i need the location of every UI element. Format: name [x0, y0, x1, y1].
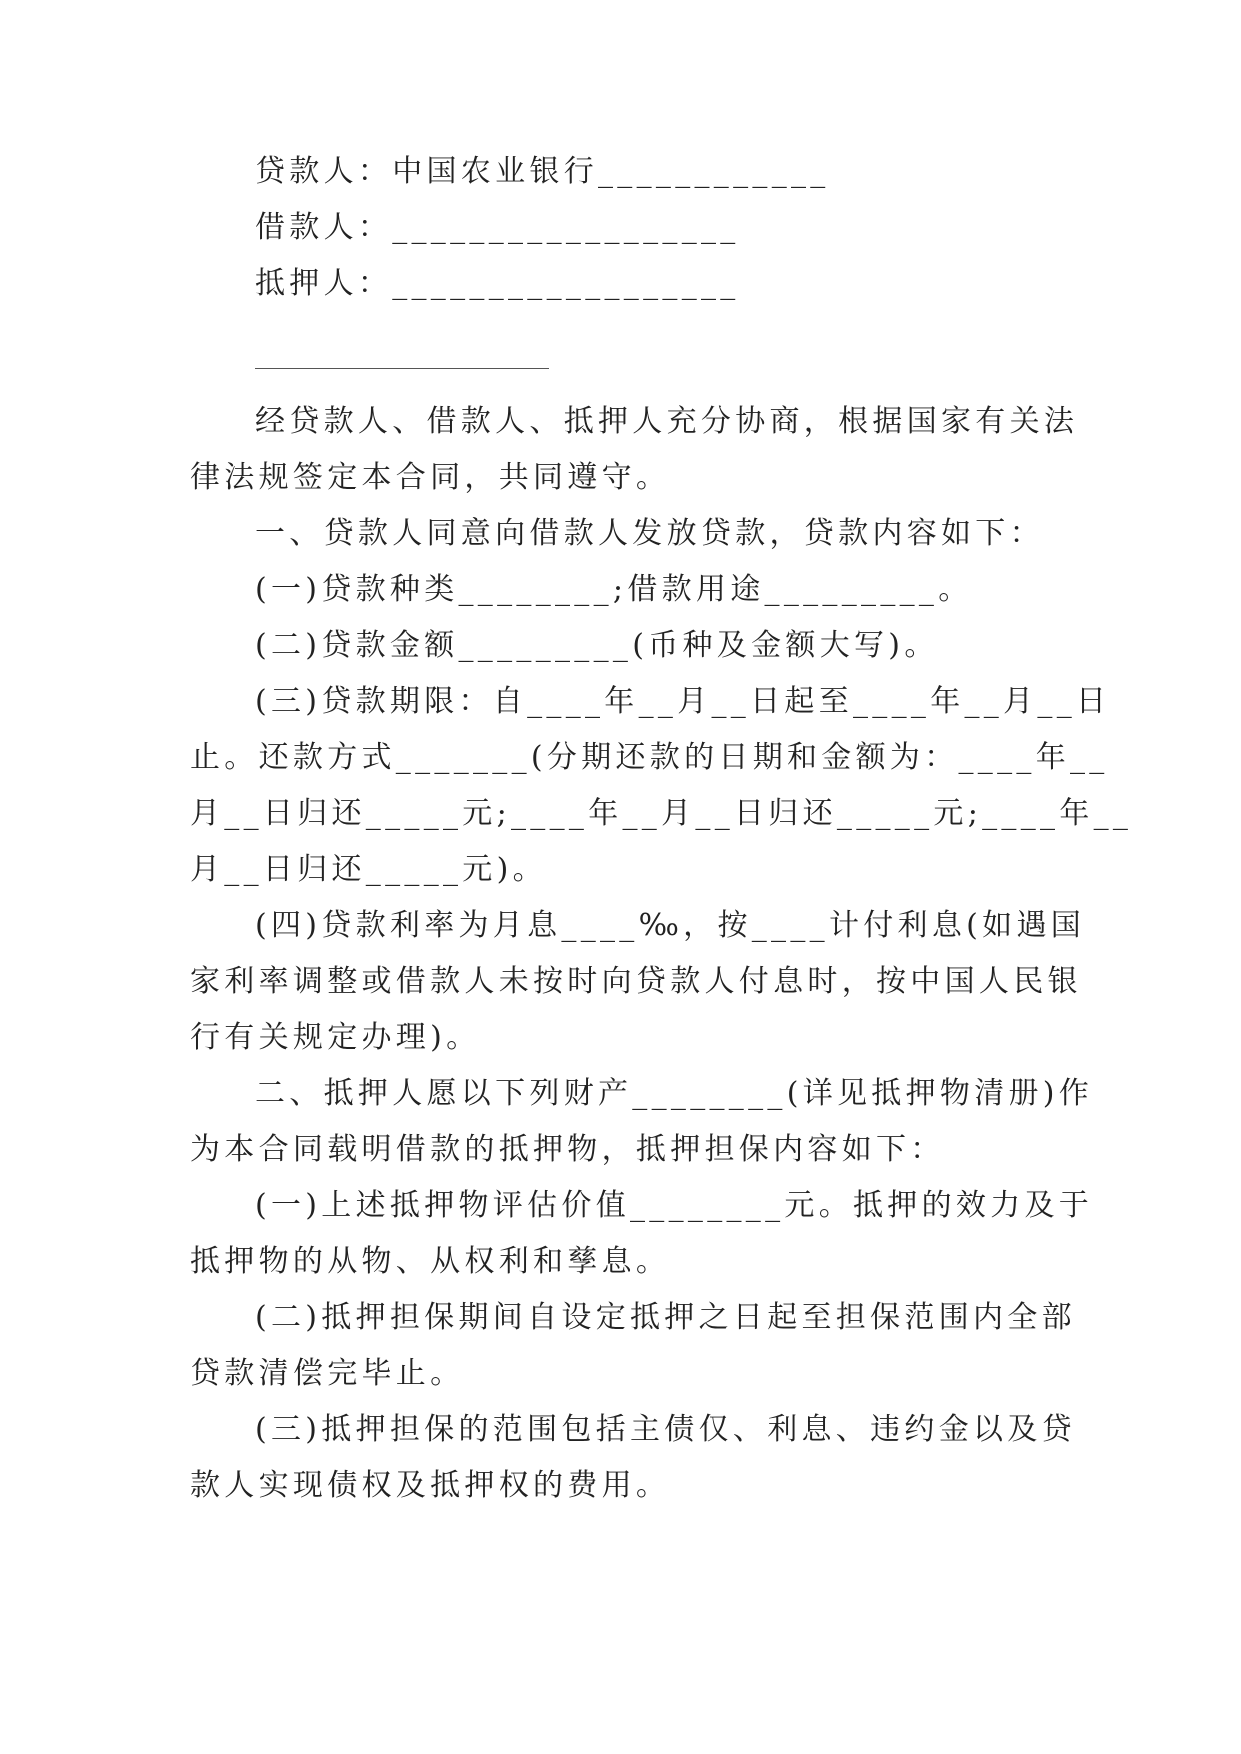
collateral-value-line-1: (一)上述抵押物评估价值________元。抵押的效力及于: [255, 1188, 1094, 1223]
section-one-heading: 一、贷款人同意向借款人发放贷款，贷款内容如下：: [255, 516, 1044, 551]
guarantee-period-line-2: 贷款清偿完毕止。: [190, 1356, 465, 1391]
preamble-line-1: 经贷款人、借款人、抵押人充分协商，根据国家有关法: [255, 404, 1079, 439]
loan-term-line-1: (三)贷款期限：自____年__月__日起至____年__月__日: [255, 684, 1111, 719]
blank-signature-rule: [255, 368, 549, 369]
lender-line: 贷款人：中国农业银行____________: [255, 154, 830, 189]
guarantee-scope-line-2: 款人实现债权及抵押权的费用。: [190, 1468, 671, 1503]
guarantee-scope-line-1: (三)抵押担保的范围包括主债仅、利息、违约金以及贷: [255, 1412, 1076, 1447]
loan-amount-clause: (二)贷款金额_________(币种及金额大写)。: [255, 628, 939, 663]
preamble-line-2: 律法规签定本合同，共同遵守。: [190, 460, 671, 495]
loan-term-line-3: 月__日归还_____元;____年__月__日归还_____元;____年__: [190, 796, 1133, 831]
collateral-value-line-2: 抵押物的从物、从权利和孳息。: [190, 1244, 671, 1279]
guarantee-period-line-1: (二)抵押担保期间自设定抵押之日起至担保范围内全部: [255, 1300, 1076, 1335]
loan-type-clause: (一)贷款种类________;借款用途_________。: [255, 572, 973, 607]
loan-term-line-2: 止。还款方式_______(分期还款的日期和金额为：____年__: [190, 740, 1109, 775]
mortgagor-line: 抵押人：__________________: [255, 266, 740, 301]
loan-term-line-4: 月__日归还_____元)。: [190, 852, 547, 887]
interest-line-1: (四)贷款利率为月息____‰，按____计付利息(如遇国: [255, 908, 1086, 943]
interest-line-2: 家利率调整或借款人未按时向贷款人付息时，按中国人民银: [190, 964, 1082, 999]
borrower-line: 借款人：__________________: [255, 210, 740, 245]
interest-line-3: 行有关规定办理)。: [190, 1020, 481, 1055]
section-two-heading-line-2: 为本合同载明借款的抵押物，抵押担保内容如下：: [190, 1132, 945, 1167]
section-two-heading-line-1: 二、抵押人愿以下列财产________(详见抵押物清册)作: [255, 1076, 1094, 1111]
